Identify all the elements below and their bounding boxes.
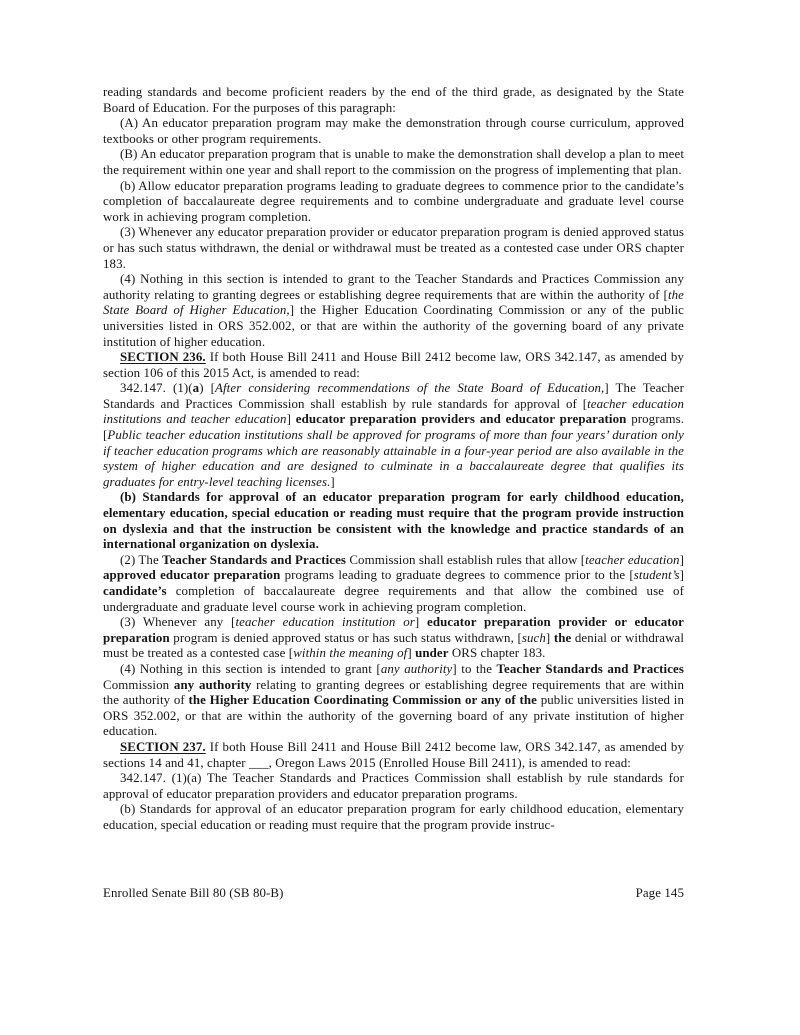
para-342-147-1a <box>103 381 684 490</box>
text-segment: programs leading to graduate degrees to commence prior to the [ <box>280 568 634 583</box>
text-segment: ORS chapter 183. <box>448 646 546 661</box>
section-heading: SECTION 236. <box>120 350 206 365</box>
text-segment: (4) Nothing in this section is intended to grant to the Teacher Standards and Practices Commission any authority relating to granting degrees or establishing degree requirements that are within the authority of [ <box>103 272 684 302</box>
text-segment: ] <box>407 646 416 661</box>
para-2-rules <box>103 553 684 615</box>
text-segment: Commission <box>103 677 174 692</box>
text-segment: 342.147. (1)(a) The Teacher Standards and Practices Commission shall establish by rule standards for approval of educator preparation providers and educator preparation programs. <box>103 771 684 801</box>
text-segment: any authority <box>380 661 453 676</box>
text-segment: Public teacher education institutions shall be approved for programs of more than four years’ duration only if teacher education programs which are reasonably attainable in a four-year period are also available in the system of higher education and are designed to culminate in a baccalaureate degree that qualifies its graduates for entry-level teaching licenses. <box>103 428 684 489</box>
para-sub-A <box>103 116 684 147</box>
footer-page-number: Page 145 <box>635 886 684 900</box>
text-segment: (3) Whenever any [ <box>120 615 236 630</box>
para-sub-B <box>103 147 684 178</box>
text-segment: ] <box>545 630 554 645</box>
text-segment: (3) Whenever any educator preparation provider or educator preparation program is denied approved status or has such status withdrawn, the denial or withdrawal must be treated as a contested case under ORS chapter 183. <box>103 225 684 271</box>
section-236 <box>103 350 684 381</box>
text-segment: ] <box>330 474 335 489</box>
para-3-amended <box>103 615 684 662</box>
text-segment: candidate’s <box>103 584 167 598</box>
text-segment: denial or withdrawal must be treated as a contested case [ <box>103 630 684 661</box>
para-1b-second-truncated <box>103 802 684 833</box>
text-segment: ] to the <box>452 661 497 676</box>
text-segment: Teacher Standards and Practices <box>162 552 347 567</box>
text-segment: completion of baccalaureate degree requirements and that allow the combined use of undergraduate and graduate level course work in achieving program completion. <box>103 584 684 614</box>
text-segment: programs. [ <box>103 412 685 443</box>
text-segment: If both House Bill 2411 and House Bill 2412 become law, ORS 342.147, as amended by section 106 of this 2015 Act, is amended to read: <box>103 350 684 380</box>
text-segment: approved educator preparation <box>103 568 281 583</box>
text-segment: the State Board of Higher Education, <box>103 287 684 318</box>
text-segment: within the meaning of <box>293 646 408 661</box>
para-342-147-1a-second <box>103 771 684 802</box>
para-4-authority <box>103 272 684 350</box>
text-segment: a <box>192 381 200 396</box>
page-footer <box>103 886 684 902</box>
text-segment: (A) An educator preparation program may make the demonstration through course curriculum, approved textbooks or other program requirements. <box>103 116 684 146</box>
text-segment: (B) An educator preparation program that is unable to make the demonstration shall develop a plan to meet the requirement within one year and shall report to the commission on the progress of implementing that plan. <box>103 147 684 177</box>
text-segment: teacher education institutions and teacher education <box>103 396 684 427</box>
text-segment: student’s <box>633 568 680 583</box>
text-segment: Commission shall establish rules that allow [ <box>346 552 586 567</box>
text-segment: teacher education <box>585 552 680 567</box>
text-segment: (b) Allow educator preparation programs leading to graduate degrees to commence prior to the candidate’s completion of baccalaureate degree requirements and to combine undergraduate and graduate level course work in achieving program completion. <box>103 178 684 224</box>
section-heading: SECTION 237. <box>120 739 206 754</box>
text-segment: ] the Higher Education Coordinating Commission or any of the public universities listed in ORS 352.002, or that are within the authority of the governing board of any private institution of higher education. <box>103 303 684 349</box>
text-segment: After considering recommendations of the State Board of Education, <box>215 381 605 396</box>
text-segment: the Higher Education Coordinating Commission or any of the <box>188 693 538 708</box>
para-continuation-reading-standards <box>103 85 684 116</box>
text-segment: under <box>415 646 449 661</box>
text-segment: reading standards and become proficient readers by the end of the third grade, as designated by the State Board of Education. For the purposes of this paragraph: <box>103 85 684 115</box>
text-segment: educator preparation providers and educator preparation <box>295 412 627 427</box>
text-segment: any authority <box>173 677 252 692</box>
text-segment: 342.147. (1)( <box>120 381 193 396</box>
para-4-amended <box>103 662 684 740</box>
text-segment: (2) The <box>120 552 163 567</box>
bill-text <box>103 85 684 834</box>
text-segment: Teacher Standards and Practices <box>496 661 684 676</box>
text-segment: ] <box>679 552 684 567</box>
text-segment: ] The Teacher Standards and Practices Commission shall establish by rule standards for approval of [ <box>103 381 684 411</box>
text-segment: public universities listed in ORS 352.002, or that are within the authority of the governing board of any private institution of higher education. <box>103 693 684 739</box>
section-237 <box>103 740 684 771</box>
text-segment: ] <box>414 615 428 630</box>
text-segment: (4) Nothing in this section is intended to grant [ <box>120 661 381 676</box>
text-segment: If both House Bill 2411 and House Bill 2412 become law, ORS 342.147, as amended by sections 14 and 41, chapter ___, Oregon Laws 2015 (Enrolled House Bill 2411), is amended to read: <box>103 739 684 770</box>
text-segment: relating to granting degrees or establishing degree requirements that are within the authority of <box>103 677 684 708</box>
text-segment: (b) Standards for approval of an educator preparation program for early childhood education, elementary education, special education or reading must require that the program provide instruction on dyslexia and that the instruction be consistent with the knowledge and practice standards of an international organization on dyslexia. <box>103 490 684 552</box>
text-segment: ] <box>679 568 684 583</box>
text-segment: program is denied approved status or has such status withdrawn, [ <box>169 630 522 645</box>
para-1b-dyslexia-bold <box>103 490 684 552</box>
para-sub-b <box>103 179 684 226</box>
text-segment: ] <box>286 412 296 427</box>
text-segment: the <box>553 630 572 645</box>
footer-bill-title: Enrolled Senate Bill 80 (SB 80-B) <box>103 886 284 900</box>
text-segment: (b) Standards for approval of an educator preparation program for early childhood education, elementary education, special education or reading must require that the program provide instruc- <box>103 802 684 832</box>
text-segment: such <box>521 630 546 645</box>
text-segment: teacher education institution or <box>235 615 415 630</box>
para-3-contested-case <box>103 225 684 272</box>
text-segment: ) [ <box>199 381 216 396</box>
text-segment: educator preparation provider or educator preparation <box>103 615 684 645</box>
